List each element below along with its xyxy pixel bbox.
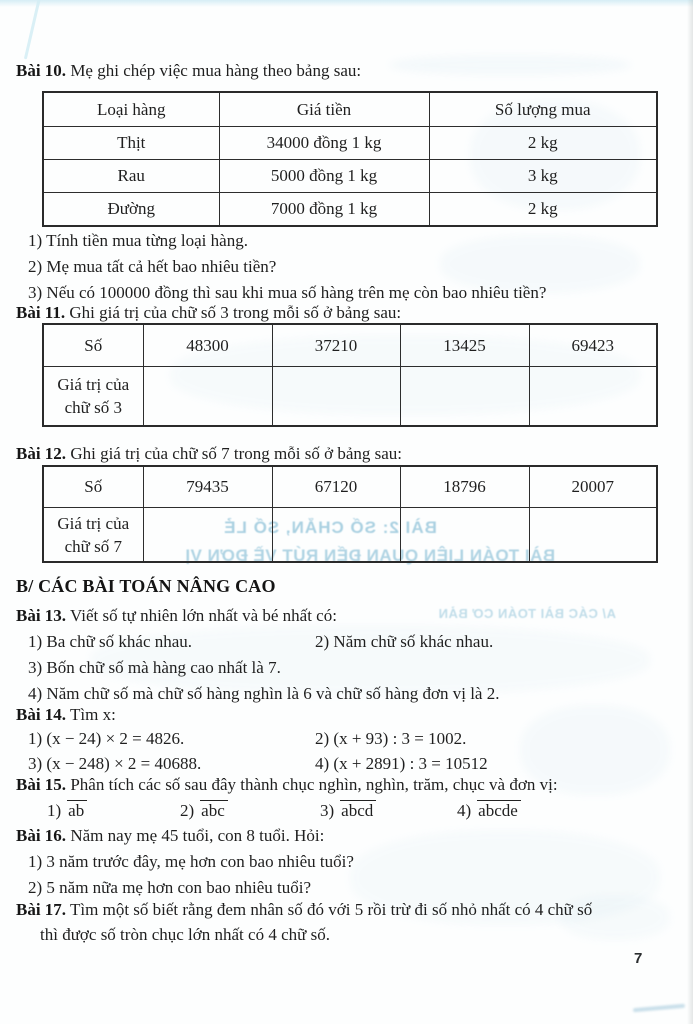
- bleedthrough-mirrored-heading: A/ CÁC BÀI TOÁN CƠ BẢN: [438, 606, 616, 621]
- problem-13-heading: [16, 603, 337, 629]
- overline-item: [457, 798, 678, 824]
- overlined-digits: ab: [67, 800, 87, 821]
- equation-item: 3) (x − 248) × 2 = 40688.: [28, 754, 202, 773]
- problem-10-heading: [16, 58, 361, 84]
- empty-answer-cell: [143, 508, 272, 563]
- overlined-digits: abcd: [340, 800, 376, 821]
- row-label-line: Giá trị của: [57, 513, 130, 533]
- item: 3) Bốn chữ số mà hàng cao nhất là 7.: [28, 658, 281, 677]
- table-cell: 34000 đồng 1 kg: [219, 127, 429, 160]
- problem-14-label: Bài 14.: [16, 705, 67, 724]
- table-row: [43, 193, 657, 227]
- problem-15-items: [28, 798, 678, 824]
- problem-14-heading: [16, 702, 116, 728]
- table-row: [43, 508, 657, 563]
- table-header-cell: Số: [43, 324, 143, 367]
- item: 4) Năm chữ số mà chữ số hàng nghìn là 6 và chữ số hàng đơn vị là 2.: [28, 684, 500, 703]
- page-number: 7: [634, 950, 643, 967]
- overline-item: [320, 798, 457, 824]
- problem-15-label: Bài 15.: [16, 775, 67, 794]
- problem-11-label: Bài 11.: [16, 303, 66, 322]
- item-number: 4): [457, 801, 472, 820]
- question-line: 2) 5 năm nữa mẹ hơn con bao nhiêu tuổi?: [28, 878, 312, 897]
- empty-answer-cell: [400, 367, 529, 427]
- table-row: [43, 367, 657, 427]
- table-cell: 18796: [400, 466, 529, 508]
- bottom-right-ink-smudge: [633, 1004, 685, 1013]
- question-line: 2) Mẹ mua tất cả hết bao nhiêu tiền?: [28, 257, 277, 276]
- table-cell: Đường: [43, 193, 219, 227]
- section-b-title: B/ CÁC BÀI TOÁN NÂNG CAO: [16, 576, 276, 596]
- empty-answer-cell: [272, 367, 400, 427]
- table-cell: 48300: [143, 324, 272, 367]
- item-number: 1): [47, 801, 62, 820]
- table-cell: 2 kg: [429, 127, 657, 160]
- equation-item: 1) (x − 24) × 2 = 4826.: [28, 729, 185, 748]
- table-header-row: [43, 324, 657, 367]
- table-cell: 79435: [143, 466, 272, 508]
- table-cell: Thịt: [43, 127, 219, 160]
- table-cell: 13425: [400, 324, 529, 367]
- problem-16-heading: [16, 823, 324, 849]
- problem-17-line1: Tìm một số biết rằng đem nhân số đó với 5 rồi trừ đi số nhỏ nhất có 4 chữ số: [70, 900, 593, 919]
- problem-13-label: Bài 13.: [16, 606, 67, 625]
- equation-item: 2) (x + 93) : 3 = 1002.: [315, 729, 467, 748]
- bleedthrough-smudge: [390, 55, 630, 75]
- table-header-row: [43, 466, 657, 508]
- problem-10-questions: [28, 228, 546, 306]
- digit-7-value-table: [42, 465, 658, 563]
- shopping-table: [42, 91, 658, 227]
- overlined-digits: abc: [200, 800, 228, 821]
- item-number: 3): [320, 801, 335, 820]
- problem-15-intro: Phân tích các số sau đây thành chục nghìn, nghìn, trăm, chục và đơn vị:: [70, 775, 558, 794]
- problem-17-label: Bài 17.: [16, 900, 67, 919]
- row-label-line: Giá trị của: [57, 375, 130, 394]
- problem-14-intro: Tìm x:: [70, 705, 116, 724]
- item: 2) Năm chữ số khác nhau.: [315, 632, 494, 651]
- table-cell: 7000 đồng 1 kg: [219, 193, 429, 227]
- problem-10-intro: Mẹ ghi chép việc mua hàng theo bảng sau:: [70, 61, 362, 80]
- row-label-line: chữ số 3: [64, 398, 122, 417]
- table-cell: 37210: [272, 324, 400, 367]
- table-cell: 69423: [529, 324, 657, 367]
- table-header-cell: Số lượng mua: [429, 92, 657, 127]
- problem-10-label: Bài 10.: [16, 61, 67, 80]
- bleedthrough-mirrored-heading: BÀI 2: SỐ CHẴN, SỐ LẺ: [223, 518, 437, 537]
- empty-answer-cell: [529, 367, 657, 427]
- scan-streak-artifact: [24, 0, 41, 60]
- problem-11-intro: Ghi giá trị của chữ số 3 trong mỗi số ở bảng sau:: [69, 303, 402, 322]
- problem-12-heading: [16, 441, 402, 467]
- problem-16-intro: Năm nay mẹ 45 tuổi, con 8 tuổi. Hỏi:: [70, 826, 325, 845]
- question-line: 3) Nếu có 100000 đồng thì sau khi mua số hàng trên mẹ còn bao nhiêu tiền?: [28, 283, 547, 302]
- top-edge-tint: [0, 0, 693, 7]
- table-header-row: [43, 92, 657, 127]
- table-cell: 3 kg: [429, 160, 657, 193]
- empty-answer-cell: [529, 508, 657, 563]
- problem-12-intro: Ghi giá trị của chữ số 7 trong mỗi số ở bảng sau:: [70, 444, 403, 463]
- table-cell: 2 kg: [429, 193, 657, 227]
- overline-item: [28, 798, 180, 824]
- table-cell: 20007: [529, 466, 657, 508]
- item-number: 2): [180, 801, 195, 820]
- table-cell: 5000 đồng 1 kg: [219, 160, 429, 193]
- problem-13-intro: Viết số tự nhiên lớn nhất và bé nhất có:: [70, 606, 337, 625]
- item: 1) Ba chữ số khác nhau.: [28, 632, 193, 651]
- problem-14-items: [28, 726, 678, 776]
- table-header-cell: Giá tiền: [219, 92, 429, 127]
- empty-answer-cell: [143, 367, 272, 427]
- equation-item: 4) (x + 2891) : 3 = 10512: [315, 754, 488, 773]
- table-row-label: [43, 367, 143, 427]
- digit-3-value-table: [42, 323, 658, 427]
- table-row: [43, 160, 657, 193]
- overline-item: [180, 798, 320, 824]
- problem-15-heading: [16, 772, 558, 798]
- table-cell: Rau: [43, 160, 219, 193]
- empty-answer-cell: [400, 508, 529, 563]
- row-label-line: chữ số 7: [64, 536, 122, 556]
- problem-17-line2: thì được số tròn chục lớn nhất có 4 chữ số.: [40, 925, 330, 944]
- overlined-digits: abcde: [477, 800, 521, 821]
- table-header-cell: Loại hàng: [43, 92, 219, 127]
- problem-13-items: [28, 629, 678, 707]
- table-header-cell: Số: [43, 466, 143, 508]
- question-line: 1) 3 năm trước đây, mẹ hơn con bao nhiêu tuổi?: [28, 852, 354, 871]
- table-row: [43, 127, 657, 160]
- problem-12-label: Bài 12.: [16, 444, 67, 463]
- right-edge-shadow: [687, 0, 693, 1024]
- problem-16-items: [28, 849, 354, 901]
- table-row-label: [43, 508, 143, 563]
- bleedthrough-mirrored-heading: BÀI TOÁN LIÊN QUAN ĐẾN RÚT VỀ ĐƠN VỊ: [184, 546, 556, 565]
- table-cell: 67120: [272, 466, 400, 508]
- question-line: 1) Tính tiền mua từng loại hàng.: [28, 231, 248, 250]
- problem-17: [16, 897, 592, 947]
- item-pair-row: [28, 629, 678, 655]
- empty-answer-cell: [272, 508, 400, 563]
- problem-16-label: Bài 16.: [16, 826, 67, 845]
